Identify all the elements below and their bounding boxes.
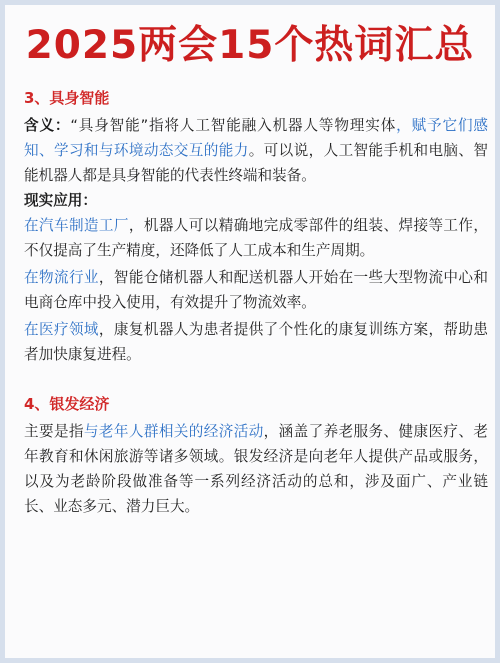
application-text: ，机器人可以精确地完成零部件的组装、焊接等工作，不仅提高了生产精度，还降低了人工成本和生产周期。: [24, 217, 488, 259]
silver-economy-highlight: 与老年人群相关的经济活动: [83, 423, 264, 440]
definition-text: “具身智能”指将人工智能融入机器人等物理实体: [70, 117, 397, 134]
section-heading-silver-economy: 4、银发经济: [24, 395, 110, 413]
definition-paragraph: [24, 113, 488, 188]
application-paragraph: [24, 213, 488, 263]
definition-text-continued: 。可以说，人工智能手机和电脑、智能机器人都是具身智能的代表性终端和装备。: [24, 142, 488, 184]
application-highlight: 在医疗领域: [24, 321, 99, 338]
page-title: 2025两会15个热词汇总: [25, 23, 475, 68]
application-highlight: 在汽车制造工厂: [24, 217, 129, 234]
application-paragraph: [24, 317, 488, 367]
silver-economy-text-continued: ，涵盖了养老服务、健康医疗、老年教育和休闲旅游等诸多领域。银发经济是向老年人提供产品或服务，以及为老龄阶段做准备等一系列经济活动的总和，涉及面广、产业链长、业态多元、潜力巨大。: [24, 423, 488, 515]
definition-label: 含义：: [24, 117, 71, 134]
application-text: ，康复机器人为患者提供了个性化的康复训练方案，帮助患者加快康复进程。: [24, 321, 488, 363]
silver-economy-text: 主要是指: [24, 423, 84, 440]
application-text: ，智能仓储机器人和配送机器人开始在一些大型物流中心和电商仓库中投入使用，有效提升了物流效率。: [24, 269, 488, 311]
silver-economy-paragraph: [24, 419, 488, 519]
article-body: [24, 83, 488, 519]
definition-highlight: ，赋予它们感知、学习和与环境动态交互的能力: [24, 117, 488, 159]
application-highlight: 在物流行业: [24, 269, 99, 286]
applications-label: 现实应用：: [24, 192, 97, 209]
section-heading-embodied-ai: 3、具身智能: [24, 89, 110, 107]
application-paragraph: [24, 265, 488, 315]
